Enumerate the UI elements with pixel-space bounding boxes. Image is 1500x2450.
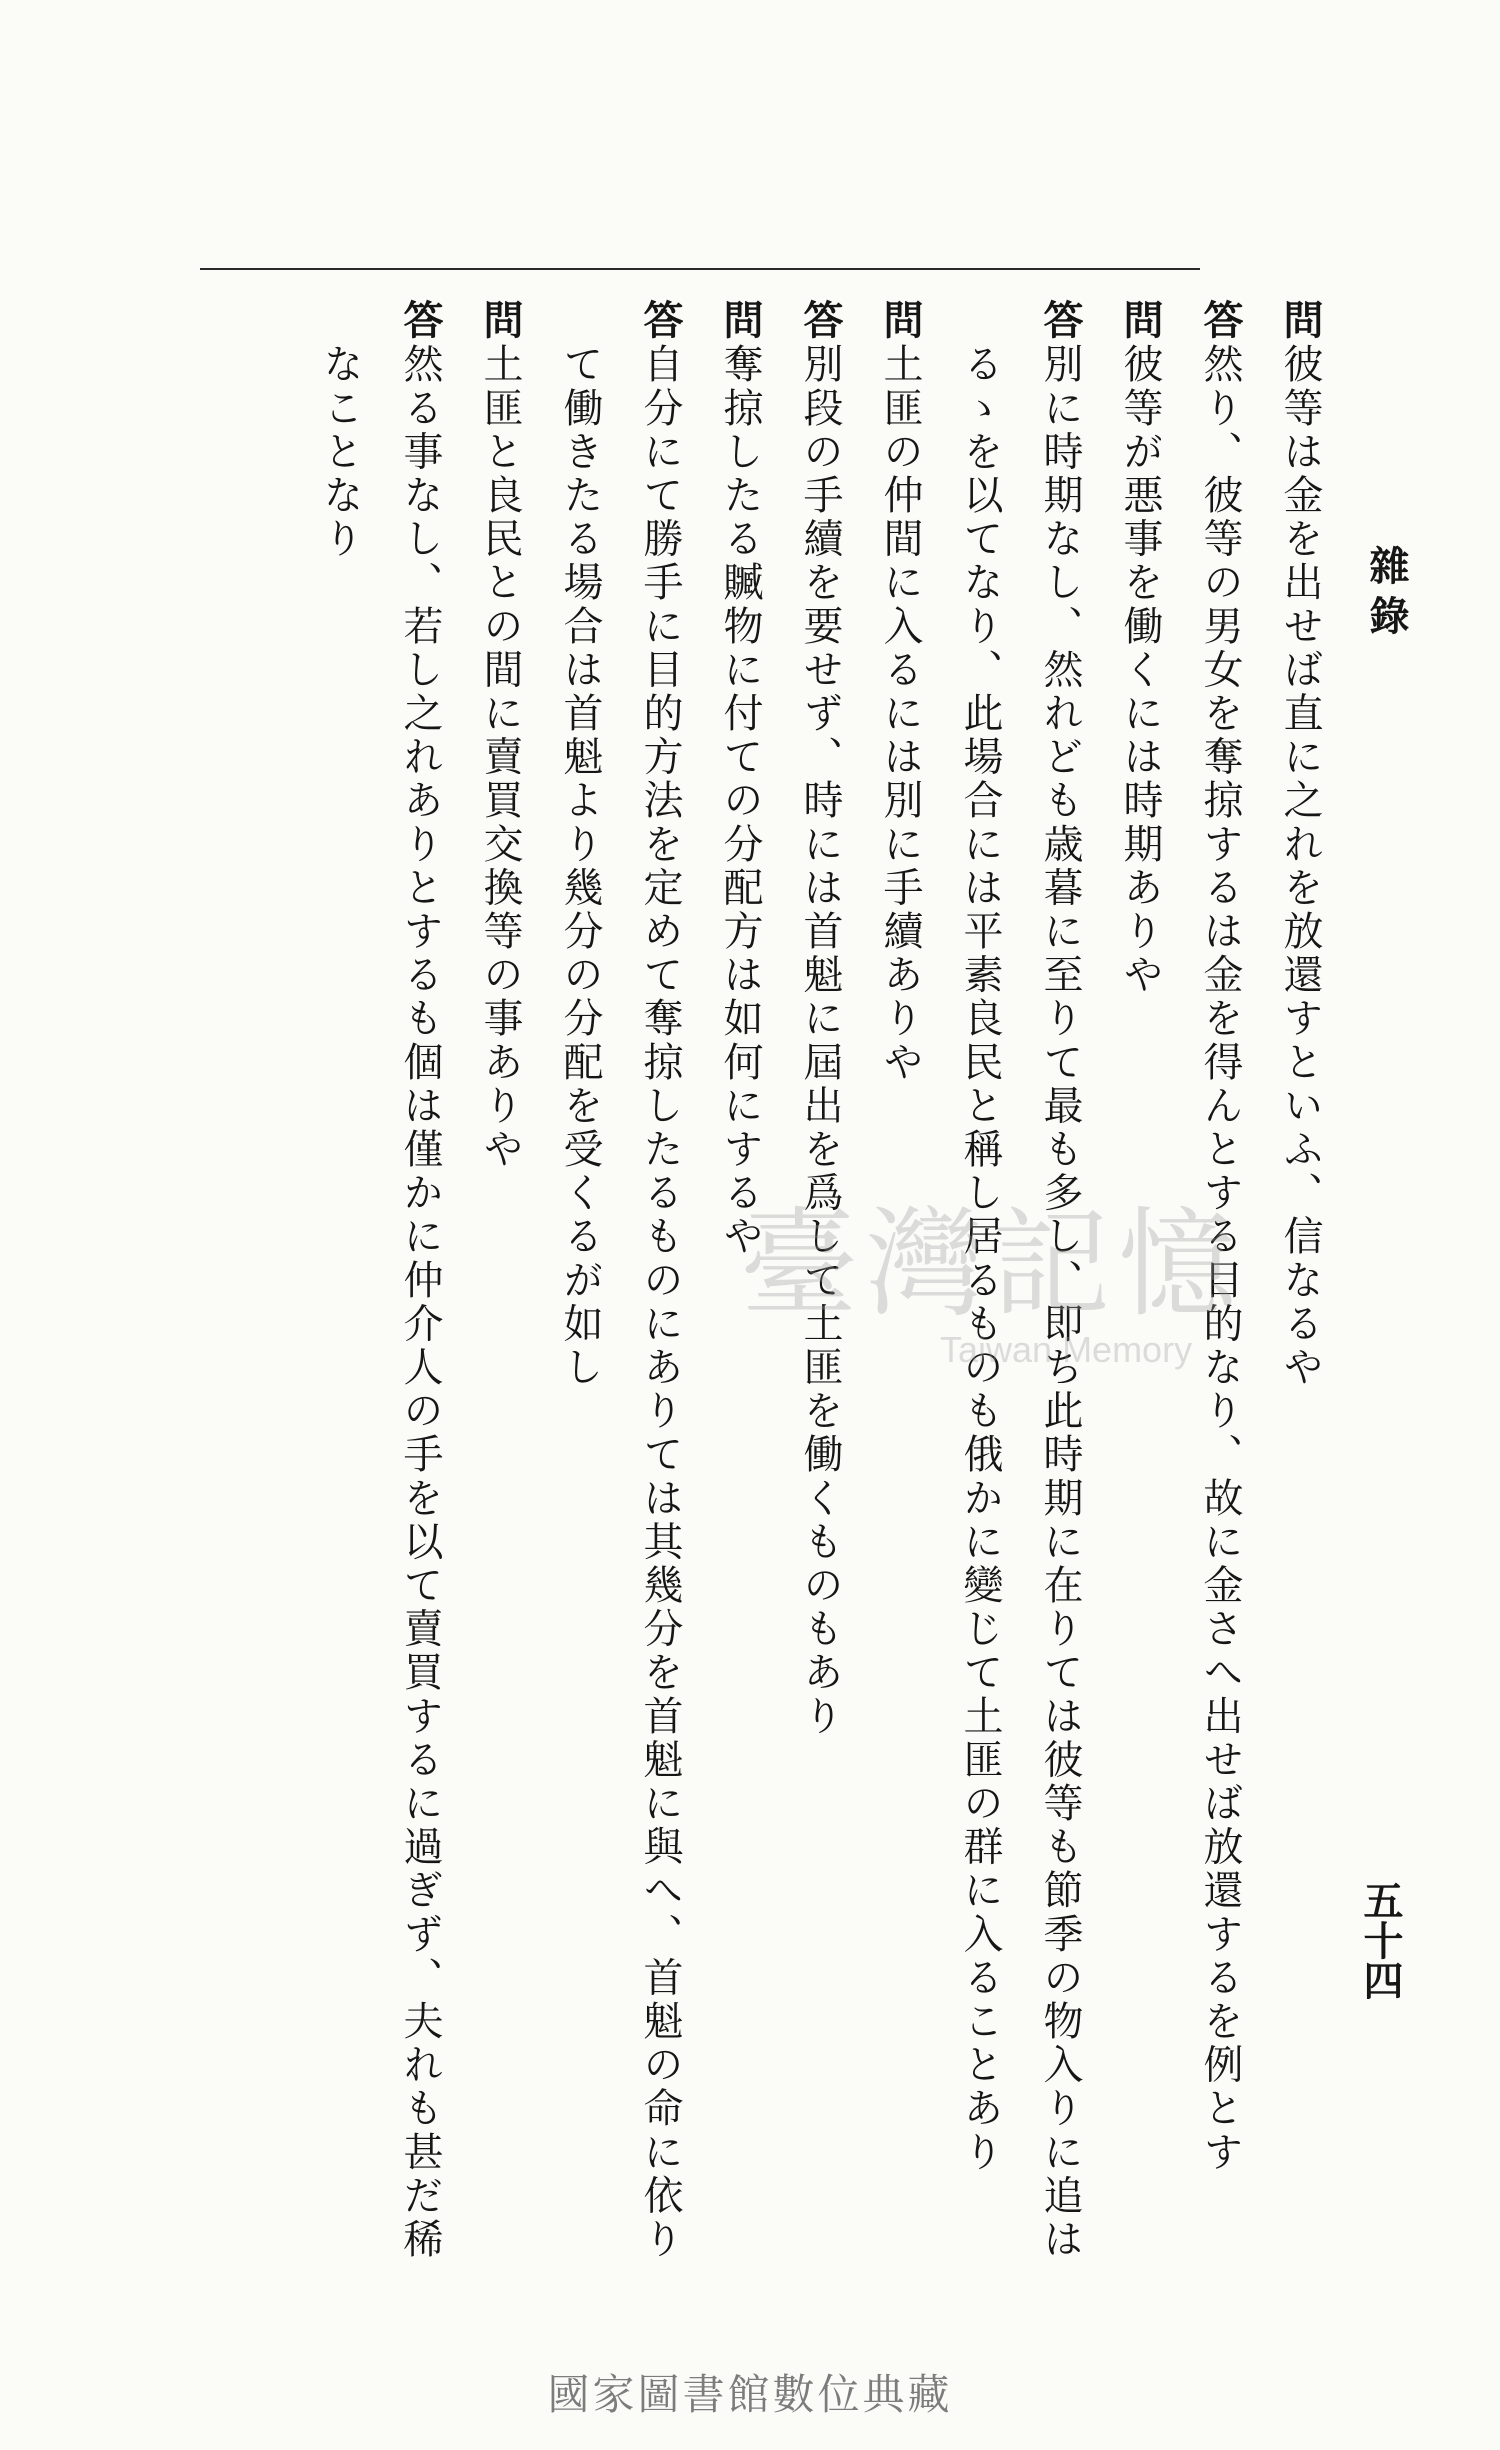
answer-text: 別に時期なし、然れども歳暮に至りて最も多し、即ち此時期に在りては彼等も節季の物入りに追はるゝを以てなり、此場合には平素良民と稱し居るものも俄かに變じて土匪の群に入ることあり bbox=[957, 342, 1083, 2262]
answer-text: 然る事なし、若し之れありとするも個は僅かに仲介人の手を以て賣買するに過ぎず、夫れも甚だ稀なことなり bbox=[317, 342, 443, 2262]
answer-marker: 答 bbox=[397, 299, 444, 343]
answer-text: 自分にて勝手に目的方法を定めて奪掠したるものにありては其幾分を首魁に與へ、首魁の命に依りて働きたる場合は首魁より幾分の分配を受くるが如し bbox=[557, 342, 683, 2262]
qa-entry-answer bbox=[1180, 295, 1260, 2265]
running-title: 雜錄 bbox=[1363, 545, 1410, 645]
header-rule bbox=[200, 268, 1200, 270]
qa-entry-question bbox=[1260, 295, 1340, 2265]
qa-entry-answer bbox=[540, 295, 700, 2265]
qa-entry-answer bbox=[300, 295, 460, 2265]
watermark-english-text: Taiwan Memory bbox=[940, 1329, 1193, 1370]
body-text bbox=[70, 295, 1340, 2265]
watermark-cjk-text: 臺灣記憶 bbox=[740, 1195, 1245, 1333]
qa-entry-question bbox=[460, 295, 540, 2265]
question-marker: 問 bbox=[717, 299, 764, 343]
qa-entry-question bbox=[700, 295, 780, 2265]
answer-marker: 答 bbox=[637, 299, 684, 343]
qa-entry-answer bbox=[940, 295, 1100, 2265]
library-footer-text: 國家圖書館數位典藏 bbox=[547, 2370, 953, 2419]
answer-marker: 答 bbox=[1037, 299, 1084, 343]
question-text: 彼等は金を出せば直に之れを放還すといふ、信なるや bbox=[1277, 342, 1323, 1390]
answer-text: 然り、彼等の男女を奪掠するは金を得んとする目的なり、故に金さへ出せば放還するを例とす bbox=[1197, 342, 1243, 2174]
question-text: 彼等が悪事を働くには時期ありや bbox=[1117, 342, 1163, 997]
answer-marker: 答 bbox=[797, 299, 844, 343]
page-number: 五十四 bbox=[1357, 1880, 1404, 2000]
qa-entry-question bbox=[1100, 295, 1180, 2265]
question-marker: 問 bbox=[1277, 299, 1324, 343]
question-marker: 問 bbox=[1117, 299, 1164, 343]
answer-marker: 答 bbox=[1197, 299, 1244, 343]
question-text: 土匪と良民との間に賣買交換等の事ありや bbox=[477, 342, 523, 1172]
question-text: 奪掠したる贓物に付ての分配方は如何にするや bbox=[717, 342, 763, 1259]
qa-entry-question bbox=[860, 295, 940, 2265]
qa-entry-answer bbox=[780, 295, 860, 2265]
question-marker: 問 bbox=[477, 299, 524, 343]
question-text: 土匪の仲間に入るには別に手續ありや bbox=[877, 342, 923, 1084]
question-marker: 問 bbox=[877, 299, 924, 343]
answer-text: 別段の手續を要せず、時には首魁に屆出を爲して土匪を働くものもあり bbox=[797, 342, 843, 1738]
